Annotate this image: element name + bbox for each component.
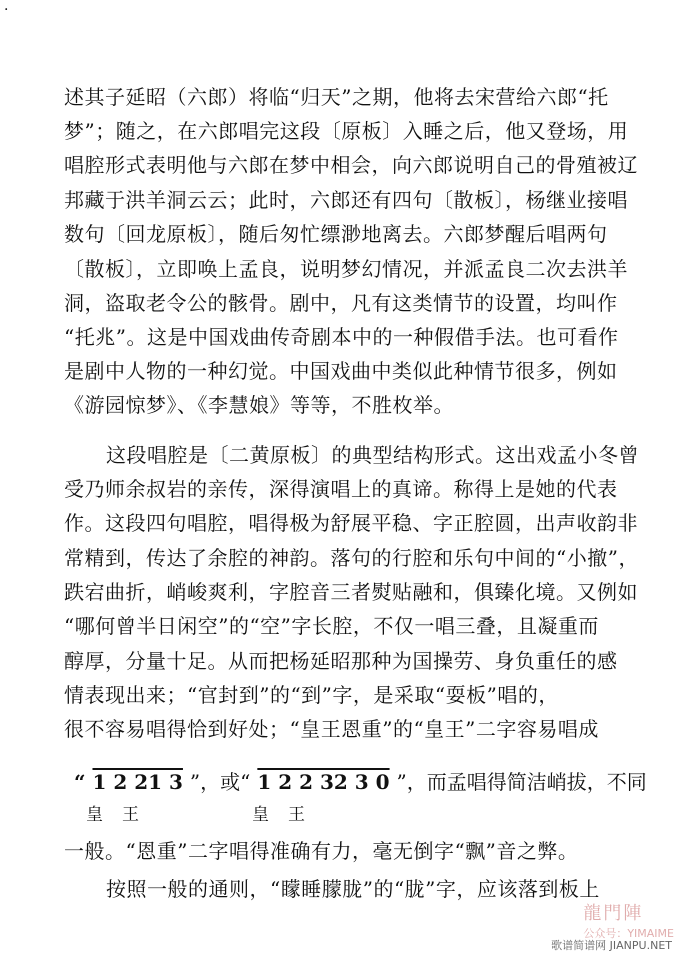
text-line-6: 〔散板〕，立即唤上孟良，说明梦幻情况，并派孟良二次去洪羊 [64,257,628,281]
text-line-3: 唱腔形式表明他与六郎在梦中相会，向六郎说明自己的骨殖被辽 [64,153,638,177]
music-notation-line [74,766,647,795]
text-line-13: 作。这段四句唱腔，唱得极为舒展平稳、字正腔圆，出声收韵非 [64,511,638,535]
text-line-14: 常精到，传达了余腔的神韵。落句的行腔和乐句中间的“小撤”， [64,546,639,570]
text-line-19: 很不容易唱得恰到好处；“皇王恩重”的“皇王”二字容易唱成 [64,717,599,741]
text-line-5: 数句〔回龙原板〕，随后匆忙缥渺地离去。六郎梦醒后唱两句 [64,222,608,246]
text-line-4: 邦藏于洪羊洞云云；此时，六郎还有四句〔散板〕，杨继业接唱 [64,188,628,212]
text-line-21: 按照一般的通则，“矇睡朦胧”的“胧”字，应该落到板上 [106,877,600,901]
lyric-wang-1: 王 [122,805,139,825]
watermark-title: 龍門陣 [583,903,644,924]
text-line-16: “哪何曾半日闲空”的“空”字长腔，不仅一唱三叠，且凝重而 [64,614,599,638]
jianpu-example-1: 1 2 21 3 [92,770,183,794]
site-footer: 歌谱简谱网 JIANPU.NET [551,939,672,952]
text-line-10: 《游园惊梦》、《李慧娘》等等，不胜枚举。 [64,393,454,417]
scan-corner-mark: · [4,2,9,18]
text-line-20: 一般。“恩重”二字唱得准确有力，毫无倒字“飘”音之弊。 [64,839,579,863]
text-line-2: 梦”；随之，在六郎唱完这段〔原板〕入睡之后，他又登场，用 [64,119,629,143]
watermark-subtitle: 公众号：YIMAIME [583,927,674,940]
text-line-7: 洞，盗取老令公的骸骨。剧中，凡有这类情节的设置，均叫作 [64,291,618,315]
lyric-wang-2: 王 [288,805,305,825]
notation-open-quote: “ [74,770,86,794]
text-line-12: 受乃师余叔岩的亲传，深得演唱上的真谛。称得上是她的代表 [64,477,618,501]
notation-conjunction: ”，或“ [189,770,251,794]
jianpu-example-2: 1 2 2 32 3 0 [257,770,390,794]
watermark-logo [583,899,674,941]
text-line-18: 情表现出来；“官封到”的“到”字，是采取“耍板”唱的， [64,683,559,707]
text-line-9: 是剧中人物的一种幻觉。中国戏曲中类似此种情节很多，例如 [64,359,618,383]
text-line-1: 述其子延昭（六郎）将临“归天”之期，他将去宋营给六郎“托 [64,85,609,109]
text-line-8: “托兆”。这是中国戏曲传奇剧本中的一种假借手法。也可看作 [64,325,619,349]
lyric-huang-2: 皇 [252,805,269,825]
notation-tail-text: ”，而孟唱得简洁峭拔，不同 [396,770,647,794]
text-line-11: 这段唱腔是〔二黄原板〕的典型结构形式。这出戏孟小冬曾 [106,443,639,467]
text-line-15: 跌宕曲折，峭峻爽利，字腔音三者熨贴融和，俱臻化境。又例如 [64,580,638,604]
text-line-17: 醇厚，分量十足。从而把杨延昭那种为国操劳、身负重任的感 [64,649,618,673]
lyric-huang-1: 皇 [86,805,103,825]
